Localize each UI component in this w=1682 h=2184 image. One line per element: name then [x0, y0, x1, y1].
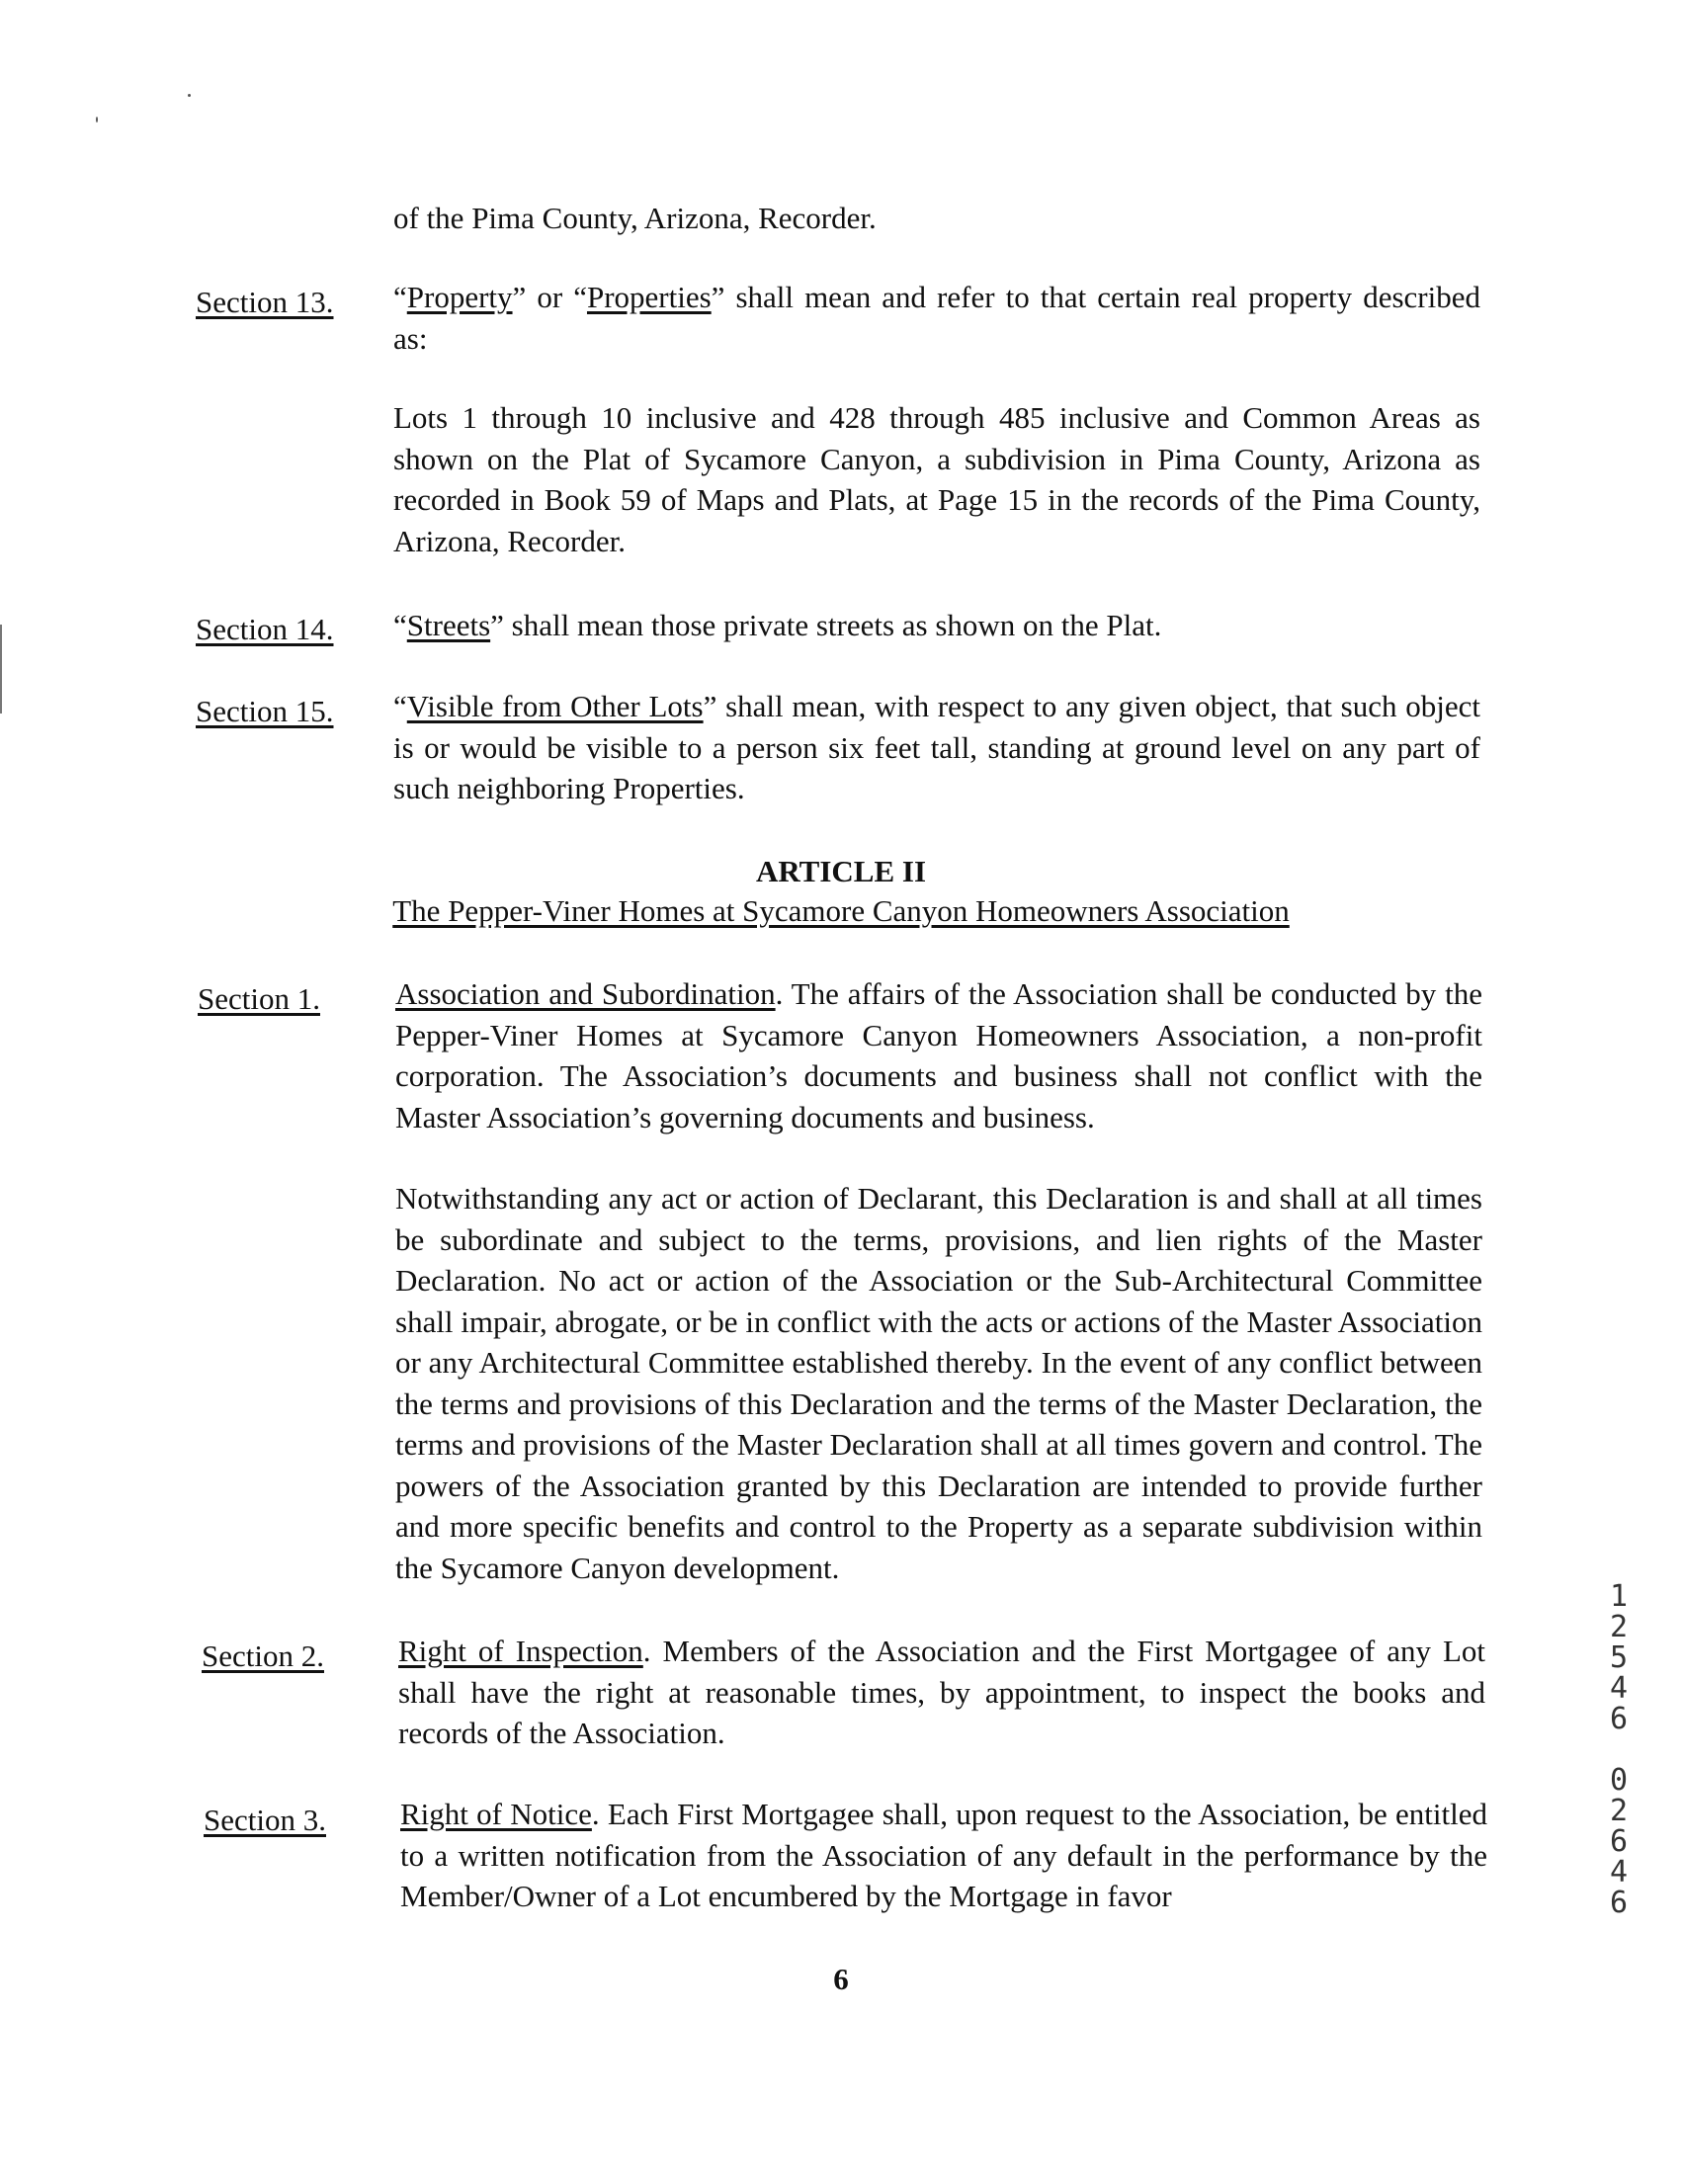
term-streets: Streets	[406, 608, 491, 642]
scan-edge-mark	[0, 625, 2, 714]
scan-speck	[96, 117, 98, 123]
term-visible-from-other-lots: Visible from Other Lots	[406, 689, 704, 723]
section-13-text: “Property” or “Properties” shall mean and refer to that certain real property described as:	[393, 280, 1480, 356]
article-subtitle	[0, 890, 1682, 931]
section-2-body: . Members of the Association and the First Mortgagee of any Lot shall have the right at reasonable times, by appointment, to inspect the books and records of the Association.	[398, 1634, 1485, 1750]
section-15-definition: ” shall mean, with respect to any given object, that such object is or would be visible to a person six feet tall, standing at ground level on any part of such neighboring Properties.	[393, 689, 1480, 805]
section-3-label: Section 3.	[204, 1803, 326, 1837]
section-15-label: Section 15.	[196, 694, 334, 728]
term-properties: Properties	[586, 280, 712, 314]
section-13-label: Section 13.	[196, 285, 334, 319]
article-heading: ARTICLE II	[755, 854, 927, 888]
section-1-title: Association and Subordination	[395, 976, 776, 1011]
section-2-title: Right of Inspection	[398, 1634, 643, 1668]
section-2-label: Section 2.	[202, 1638, 324, 1673]
page-number: 6	[833, 1962, 849, 1996]
section-13-definition: ” shall mean and refer to that certain real property described as:	[393, 280, 1480, 356]
section-1-subordination-paragraph: Notwithstanding any act or action of Declarant, this Declaration is and shall at all times be subordinate and subject to the terms, provisions, and lien rights of the Master Declaration. No act or action of the Association or the Sub-Architectural Committee shall impair, abrogate, or be in conflict with the acts or actions of the Master Association or any Architectural Committee established thereby. In the event of any conflict between the terms and provisions of this Declaration and the terms of the Master Declaration, the terms and provisions of the Master Declaration shall at all times govern and control. The powers of the Association granted by this Declaration are intended to provide further and more specific benefits and control to the Property as a separate subdivision within the Sycamore Canyon development.	[395, 1181, 1482, 1585]
section-3-title: Right of Notice	[400, 1797, 592, 1831]
section-1-body: . The affairs of the Association shall be conducted by the Pepper-Viner Homes at Sycamore Canyon Homeowners Association, a non-profit corporation. The Association’s documents and business shall not conflict with the Master Association’s governing documents and business.	[395, 976, 1482, 1134]
continuation-line: of the Pima County, Arizona, Recorder.	[393, 201, 877, 235]
recording-stamp: 1 2 5 4 6 0 2 6 4 6	[1609, 1579, 1629, 1920]
term-property: Property	[406, 280, 513, 314]
section-2-text	[398, 1631, 1485, 1754]
section-1-label: Section 1.	[198, 981, 320, 1016]
section-3-body: . Each First Mortgagee shall, upon request to the Association, be entitled to a written notification from the Association of any default in the performance by the Member/Owner of a Lot encumbered by the Mortgage in favor	[400, 1797, 1487, 1913]
article-subtitle-text: The Pepper-Viner Homes at Sycamore Canyon Homeowners Association	[392, 893, 1290, 928]
section-13-legal-description: Lots 1 through 10 inclusive and 428 through 485 inclusive and Common Areas as shown on the Plat of Sycamore Canyon, a subdivision in Pima County, Arizona as recorded in Book 59 of Maps and Plats, at Page 15 in the records of the Pima County, Arizona, Recorder.	[393, 400, 1480, 558]
section-14-label: Section 14.	[196, 612, 334, 646]
scan-speck	[188, 94, 191, 97]
section-14-text: “Streets” shall mean those private streets as shown on the Plat.	[393, 608, 1162, 642]
connector-text: ” or “	[512, 280, 587, 314]
section-3-text	[400, 1794, 1487, 1917]
section-1-text	[395, 973, 1482, 1137]
section-14-definition: ” shall mean those private streets as shown on the Plat.	[490, 608, 1162, 642]
section-15-text: “Visible from Other Lots” shall mean, with respect to any given object, that such object is or would be visible to a person six feet tall, standing at ground level on any part of such neighboring Properties.	[393, 689, 1480, 805]
